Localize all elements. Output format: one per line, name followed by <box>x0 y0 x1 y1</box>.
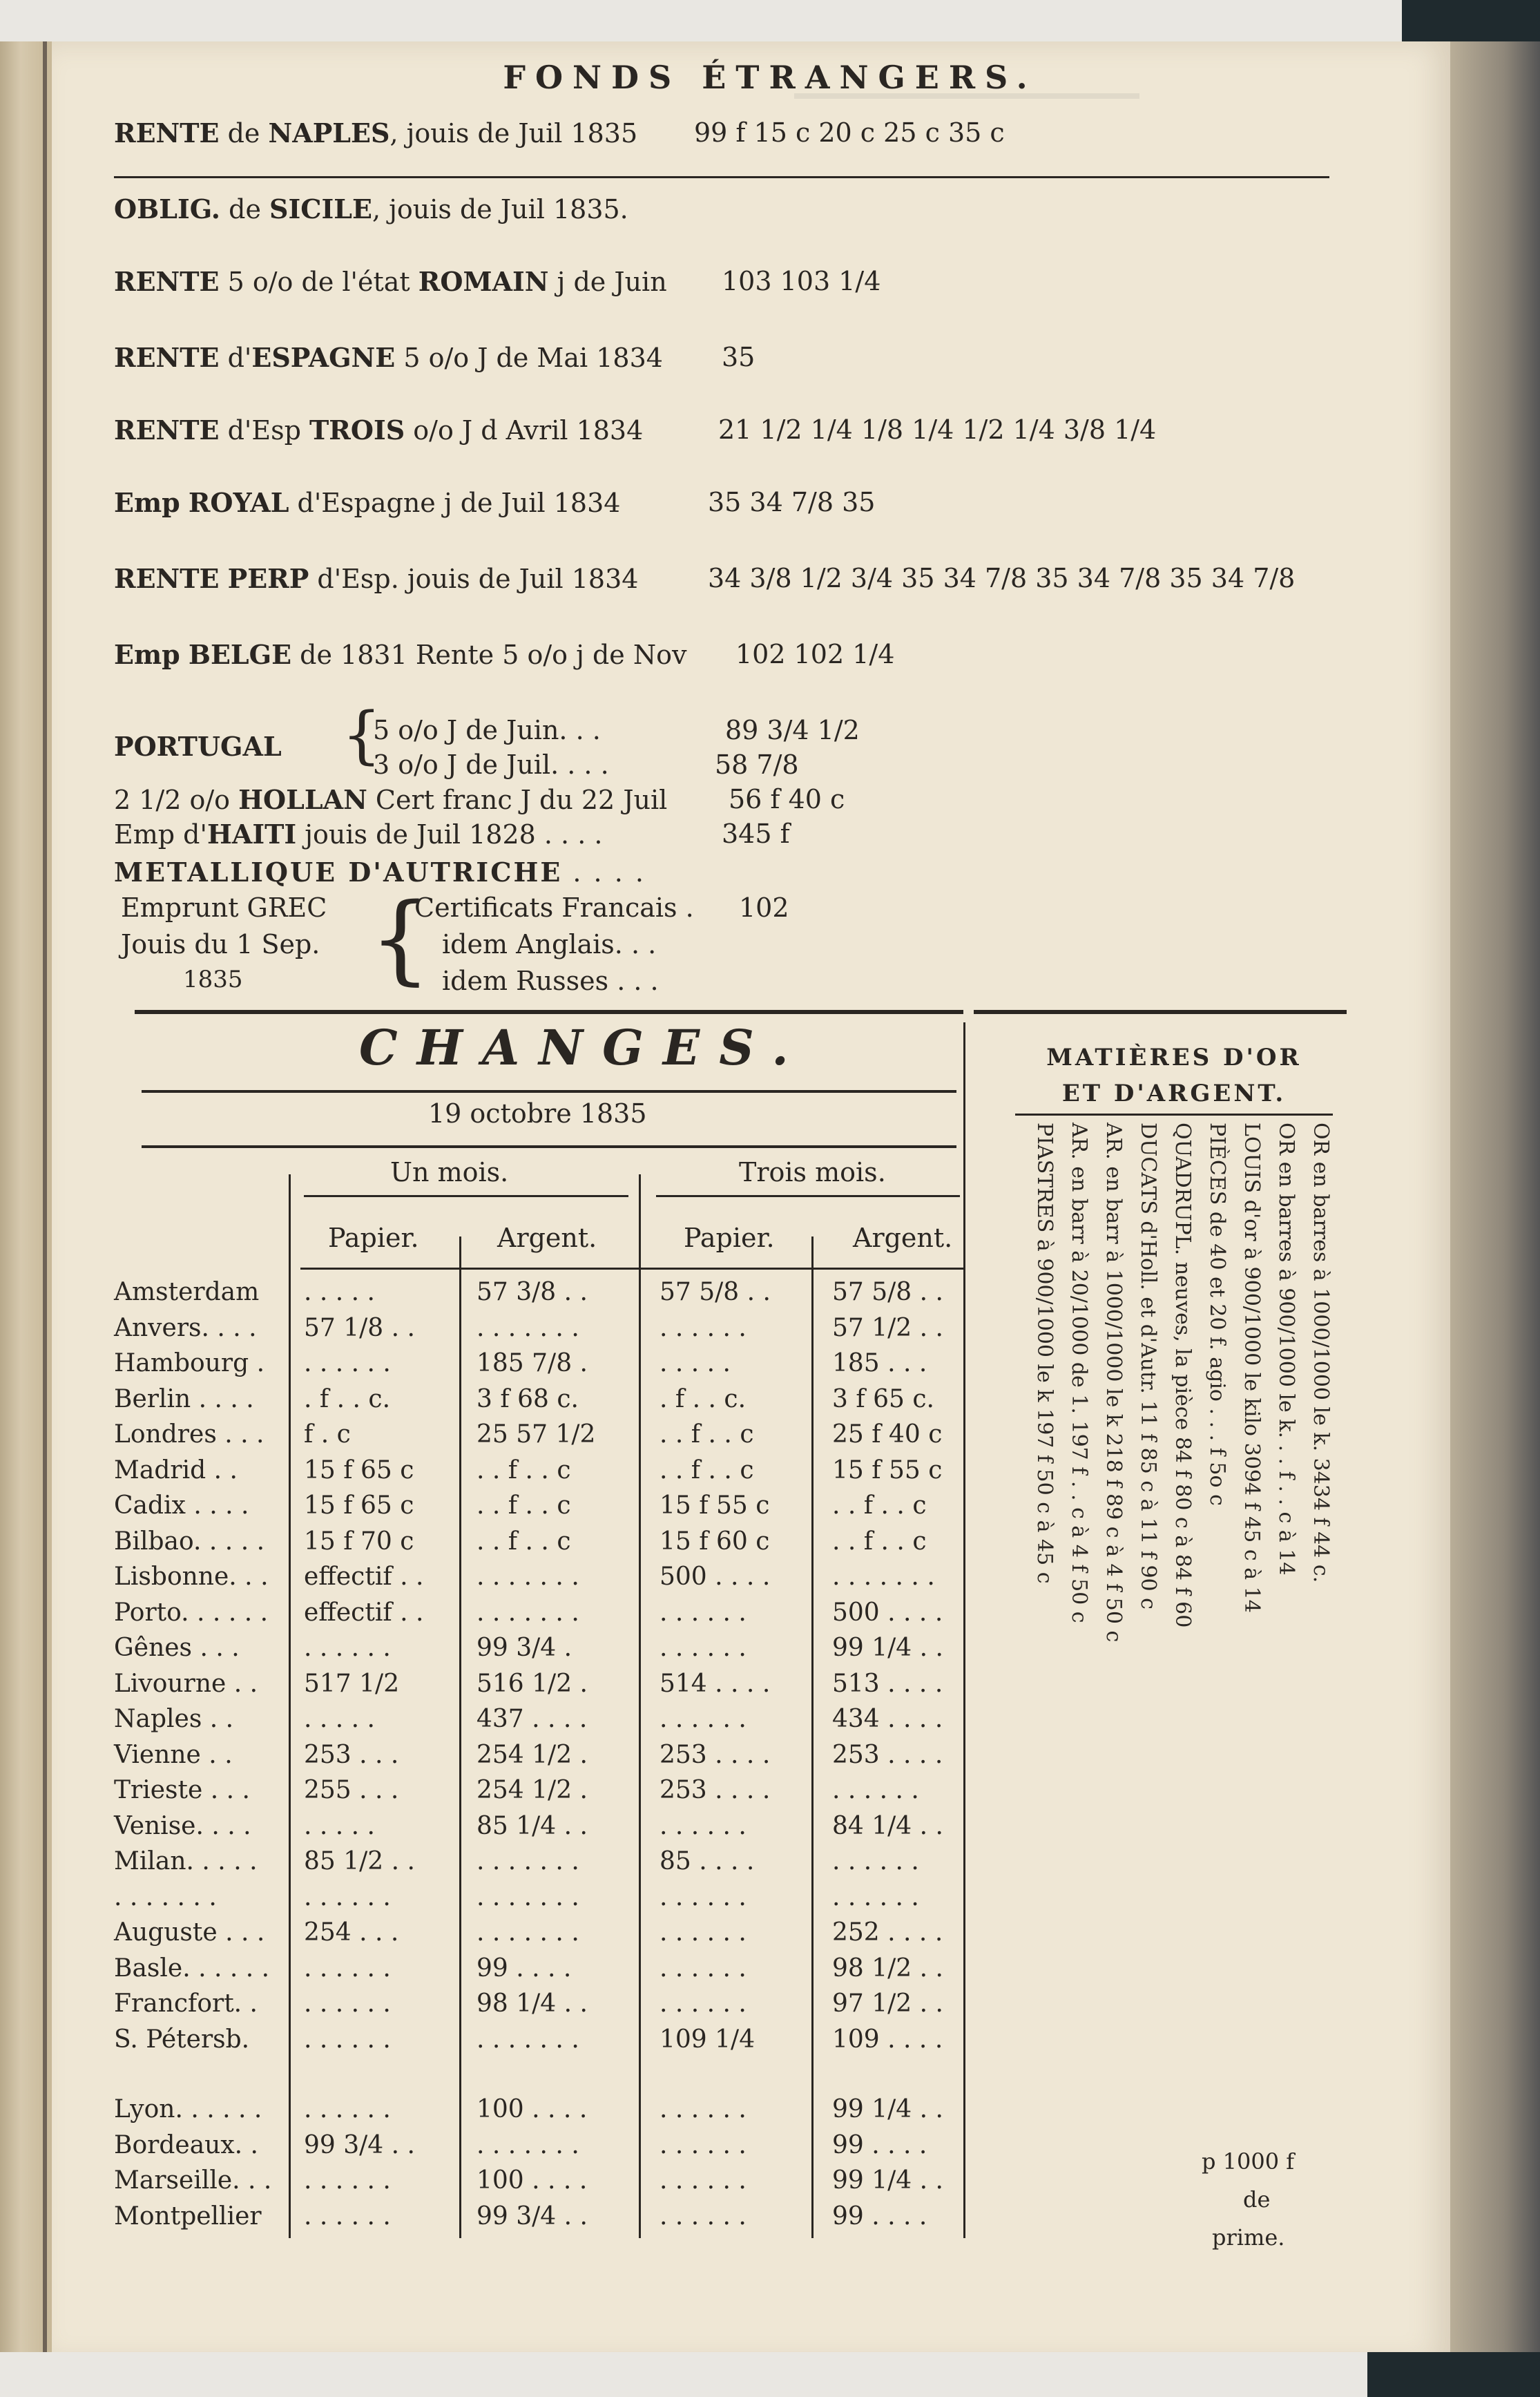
fund-label2: . . . . <box>562 857 646 888</box>
fund-row <box>114 117 1005 149</box>
fund-values: 21 1/2 1/4 1/8 1/4 1/2 1/4 3/8 1/4 <box>718 414 1157 445</box>
fund-values: 345 f <box>722 819 790 849</box>
exchange-rate-a3: 109 . . . . <box>832 2025 943 2054</box>
fund-values: 35 34 7/8 35 <box>708 487 876 517</box>
exchange-rate-p1: 517 1/2 <box>304 1669 400 1698</box>
exchange-city: Francfort. . <box>114 1989 258 2018</box>
exchange-rate-p1: 99 3/4 . . <box>304 2130 415 2159</box>
exchange-rate-p3: . . . . . . <box>660 2202 747 2231</box>
fund-row <box>114 342 755 373</box>
exchange-rate-a3: . . . . . . <box>832 1847 919 1875</box>
grec-line <box>442 929 656 959</box>
matieres-line: AR. en barr à 1000/1000 le k 218 f 89 c à 4 f 50 c <box>1101 1123 1126 1643</box>
fund-label: 2 1/2 o/o <box>114 785 239 815</box>
fund-label-bold2: ROMAIN <box>418 266 549 297</box>
exchange-rate-a1: . . f . . c <box>477 1527 571 1556</box>
col-argent-1: Argent. <box>497 1223 597 1253</box>
exchange-city: Vienne . . <box>114 1740 233 1769</box>
matieres-line: DUCATS d'Holl. et d'Autr. 11 f 85 c à 11 f 90 c <box>1136 1123 1160 1610</box>
exchange-city: Bilbao. . . . . <box>114 1527 265 1556</box>
grec-line <box>442 966 659 996</box>
exchange-rate-a3: 500 . . . . <box>832 1598 943 1627</box>
matieres-line: QUADRUPL. neuves, la pièce 84 f 80 c à 84 f 60 <box>1171 1123 1195 1628</box>
fund-label-bold: RENTE <box>114 563 220 594</box>
exchange-rate-a1: 185 7/8 . <box>477 1349 588 1377</box>
fund-label-bold: Emp <box>114 487 180 518</box>
exchange-rate-a3: 434 . . . . <box>832 1705 943 1733</box>
portugal-label <box>114 731 282 762</box>
fund-values: 99 f 15 c 20 c 25 c 35 c <box>694 117 1005 148</box>
fund-label-bold2: ESPAGNE <box>251 342 396 373</box>
fund-label-bold2: TROIS <box>309 414 405 446</box>
exchange-rate-a3: . . f . . c <box>832 1491 927 1520</box>
exchange-rate-a1: 437 . . . . <box>477 1705 588 1733</box>
exchange-rate-p1: . . . . . . <box>304 1954 391 1983</box>
exchange-rate-p3: 15 f 55 c <box>660 1491 770 1520</box>
matieres-side-note: prime. <box>1212 2224 1285 2251</box>
fund-label-bold: OBLIG. <box>114 193 221 225</box>
exchange-rate-p3: 514 . . . . <box>660 1669 771 1698</box>
exchange-rate-a3: 252 . . . . <box>832 1918 943 1947</box>
exchange-city: Lisbonne. . . <box>114 1563 269 1591</box>
grec-line-values: 102 <box>739 892 789 923</box>
matieres-line: OR en barres à 1000/1000 le k. 3434 f 44 c. <box>1309 1123 1333 1583</box>
exchange-rate-p1: effectif . . <box>304 1598 424 1627</box>
fund-label2: de 1831 Rente 5 o/o j de Nov <box>291 640 687 670</box>
fund-label: d' <box>219 343 252 373</box>
exchange-rate-p3: . . . . . . <box>660 1811 747 1840</box>
exchange-rate-p3: . . . . . . <box>660 2095 747 2123</box>
exchange-city: . . . . . . . <box>114 1882 217 1911</box>
grec-line-text: idem Anglais. . . <box>442 929 657 959</box>
exchange-rate-a3: 99 1/4 . . <box>832 2095 943 2123</box>
fund-label2: Cert franc J du 22 Juil <box>367 785 668 815</box>
exchange-rate-p3: . . . . . . <box>660 2130 747 2159</box>
exchange-rate-p1: . . . . . . <box>304 1634 391 1662</box>
exchange-rate-a3: 15 f 55 c <box>832 1455 943 1484</box>
exchange-rate-p3: 253 . . . . <box>660 1740 771 1769</box>
portugal-line <box>373 715 860 745</box>
col-papier-3: Papier. <box>684 1223 775 1253</box>
exchange-city: Livourne . . <box>114 1669 258 1698</box>
exchange-rate-p3: . . . . . . <box>660 2166 747 2195</box>
fund-row <box>114 266 881 297</box>
exchange-rate-a1: . . . . . . . <box>477 1563 579 1591</box>
exchange-rate-p1: . . . . . <box>304 1278 375 1306</box>
fund-values: 56 f 40 c <box>729 784 845 814</box>
exchange-rate-p1: effectif . . <box>304 1563 424 1591</box>
exchange-rate-a1: 100 . . . . <box>477 2166 588 2195</box>
exchange-rate-a1: . . f . . c <box>477 1455 571 1484</box>
spine-edge <box>43 41 47 2369</box>
exchange-rate-a3: 99 1/4 . . <box>832 1634 943 1662</box>
exchange-rate-p1: 85 1/2 . . <box>304 1847 415 1875</box>
exchange-city: Amsterdam <box>114 1278 260 1306</box>
column-rule <box>289 1174 291 2238</box>
exchange-rate-a1: 99 . . . . <box>477 1954 572 1983</box>
background-corner-bottom <box>1367 2352 1540 2397</box>
grec-line-text: Certificats Francais . <box>414 892 694 923</box>
brace-icon: { <box>369 883 432 995</box>
portugal-line-text: 5 o/o J de Juin. . . <box>373 715 601 745</box>
portugal-line-values: 89 3/4 1/2 <box>725 715 860 745</box>
fund-values: 35 <box>722 342 755 372</box>
exchange-rate-p1: . . . . . . <box>304 2025 391 2054</box>
exchange-city: Lyon. . . . . . <box>114 2095 262 2123</box>
exchange-rate-a1: . . . . . . . <box>477 1847 579 1875</box>
matieres-line: OR en barres à 900/1000 le k. . . f . . c à 14 <box>1274 1123 1298 1576</box>
fund-label-bold: RENTE <box>114 414 220 446</box>
fund-label: d'Esp <box>219 415 310 446</box>
exchange-city: Porto. . . . . . <box>114 1598 269 1627</box>
exchange-rate-a1: 99 3/4 . <box>477 1634 572 1662</box>
exchange-rate-p1: . . . . . <box>304 1811 375 1840</box>
exchange-rate-p3: . . . . . . <box>660 1598 747 1627</box>
matieres-line: LOUIS d'or à 900/1000 le kilo 3094 f 45 c à 14 <box>1240 1123 1264 1613</box>
fund-label2: jouis de Juil 1828 . . . . <box>296 819 603 850</box>
portugal-line <box>373 749 799 780</box>
exchange-rate-a1: . . . . . . . <box>477 1882 579 1911</box>
exchange-rate-p3: . . . . . . <box>660 1882 747 1911</box>
exchange-rate-a3: . . . . . . . <box>832 1563 935 1591</box>
fund-row <box>114 639 895 670</box>
fund-label: 5 o/o de l'état <box>219 267 418 297</box>
fund-label: Emp d' <box>114 819 207 850</box>
exchange-rate-a3: . . . . . . <box>832 1882 919 1911</box>
exchange-city: Basle. . . . . . <box>114 1954 270 1983</box>
exchange-rate-a1: 3 f 68 c. <box>477 1384 579 1413</box>
fund-row <box>114 563 1296 594</box>
exchange-rate-a1: 516 1/2 . <box>477 1669 588 1698</box>
exchange-rate-p1: 15 f 65 c <box>304 1455 414 1484</box>
exchange-rate-p1: . . . . . . <box>304 1349 391 1377</box>
exchange-rate-p3: . . . . . . <box>660 1634 747 1662</box>
exchange-rate-a3: 97 1/2 . . <box>832 1989 943 2018</box>
fund-label-bold: HOLLAN <box>238 784 367 815</box>
exchange-rate-p1: 255 . . . <box>304 1776 399 1804</box>
exchange-city: Anvers. . . . <box>114 1313 257 1342</box>
exchange-city: Trieste . . . <box>114 1776 250 1804</box>
fund-label-bold: RENTE <box>114 266 220 297</box>
grec-label: Jouis du 1 Sep. <box>121 929 320 959</box>
divider <box>142 1090 956 1093</box>
portugal-line-text: 3 o/o J de Juil. . . . <box>373 749 609 780</box>
exchange-rate-p3: . f . . c. <box>660 1384 747 1413</box>
changes-date: 19 octobre 1835 <box>428 1098 647 1129</box>
exchange-rate-p1: 254 . . . <box>304 1918 399 1947</box>
exchange-rate-p3: . . . . . <box>660 1349 731 1377</box>
exchange-rate-p1: . . . . . . <box>304 1882 391 1911</box>
col-papier-1: Papier. <box>328 1223 419 1253</box>
matieres-line: PIÈCES de 40 et 20 f. agio . . . f 5o c <box>1205 1123 1229 1506</box>
exchange-rate-a1: . . f . . c <box>477 1491 571 1520</box>
exchange-rate-a1: . . . . . . . <box>477 2130 579 2159</box>
group-header-trois-mois: Trois mois. <box>739 1157 886 1187</box>
exchange-rate-p3: . . . . . . <box>660 1954 747 1983</box>
exchange-rate-a1: . . . . . . . <box>477 1598 579 1627</box>
fund-label-bold: HAITI <box>206 819 297 850</box>
exchange-city: Hambourg . <box>114 1349 265 1377</box>
portugal-line-values: 58 7/8 <box>715 749 799 780</box>
exchange-rate-a1: 25 57 1/2 <box>477 1420 596 1449</box>
exchange-rate-a3: 99 1/4 . . <box>832 2166 943 2195</box>
fund-label2: d'Espagne j de Juil 1834 <box>289 488 621 518</box>
exchange-rate-a1: . . . . . . . <box>477 1918 579 1947</box>
fund-label-bold2: ROYAL <box>188 487 289 518</box>
exchange-rate-a3: 57 5/8 . . <box>832 1278 943 1306</box>
exchange-rate-p3: 253 . . . . <box>660 1776 771 1804</box>
fund-label-bold2: SICILE <box>269 193 372 225</box>
exchange-rate-a3: 25 f 40 c <box>832 1420 943 1449</box>
fund-label-bold: RENTE <box>114 117 220 149</box>
matieres-side-note: de <box>1243 2186 1271 2213</box>
grec-line <box>414 892 789 923</box>
exchange-rate-p3: 57 5/8 . . <box>660 1278 771 1306</box>
column-rule <box>459 1236 461 2238</box>
section-title: FONDS ÉTRANGERS. <box>503 59 1037 96</box>
fund-values: 102 102 1/4 <box>735 639 895 669</box>
exchange-rate-a1: 98 1/4 . . <box>477 1989 588 2018</box>
divider <box>114 176 1329 178</box>
fund-label-bold: METALLIQUE D'AUTRICHE <box>114 857 563 888</box>
exchange-rate-a1: 254 1/2 . <box>477 1776 588 1804</box>
fund-label2: 5 o/o J de Mai 1834 <box>395 343 663 373</box>
exchange-city: Milan. . . . . <box>114 1847 258 1875</box>
exchange-city: Londres . . . <box>114 1420 264 1449</box>
section-divider <box>135 1010 963 1014</box>
exchange-rate-a3: 98 1/2 . . <box>832 1954 943 1983</box>
fund-label <box>180 640 189 670</box>
matieres-side-note: p 1000 f <box>1202 2148 1295 2175</box>
divider <box>142 1145 956 1148</box>
fund-label <box>180 488 189 518</box>
matieres-title <box>1015 1040 1333 1111</box>
fund-values: 34 3/8 1/2 3/4 35 34 7/8 35 34 7/8 35 34 7/8 <box>708 563 1296 593</box>
fund-label <box>220 564 228 594</box>
exchange-rate-p3: . . . . . . <box>660 1705 747 1733</box>
exchange-city: Berlin . . . . <box>114 1384 254 1413</box>
exchange-rate-p1: 57 1/8 . . <box>304 1313 415 1342</box>
exchange-rate-a3: 253 . . . . <box>832 1740 943 1769</box>
exchange-rate-p3: . . . . . . <box>660 1989 747 2018</box>
exchange-rate-p1: . . . . . <box>304 1705 375 1733</box>
column-rule <box>963 1022 965 2238</box>
fund-label2: d'Esp. jouis de Juil 1834 <box>309 564 639 594</box>
fund-label-bold: RENTE <box>114 342 220 373</box>
exchange-rate-a1: . . . . . . . <box>477 2025 579 2054</box>
exchange-city: Bordeaux. . <box>114 2130 258 2159</box>
exchange-rate-p3: . . . . . . <box>660 1313 747 1342</box>
fund-row <box>114 487 876 518</box>
column-rule <box>811 1236 814 2238</box>
exchange-city: Venise. . . . <box>114 1811 251 1840</box>
col-argent-3: Argent. <box>853 1223 953 1253</box>
fund-label2: o/o J d Avril 1834 <box>405 415 644 446</box>
changes-title: CHANGES. <box>359 1019 808 1076</box>
fund-row <box>114 414 1157 446</box>
exchange-rate-a1: 99 3/4 . . <box>477 2202 588 2231</box>
page-edge <box>1450 41 1540 2397</box>
bottom-margin <box>0 2352 1540 2397</box>
exchange-rate-p1: . . . . . . <box>304 2095 391 2123</box>
exchange-rate-a1: 57 3/8 . . <box>477 1278 588 1306</box>
exchange-rate-a3: 99 . . . . <box>832 2130 927 2159</box>
matieres-line: AR. en barr à 20/1000 de 1. 197 f . . c à 4 f 50 c <box>1067 1123 1091 1623</box>
exchange-rate-p1: . . . . . . <box>304 2166 391 2195</box>
exchange-rate-p3: 15 f 60 c <box>660 1527 770 1556</box>
exchange-rate-a3: 185 . . . <box>832 1349 927 1377</box>
fund-label-bold2: BELGE <box>188 639 292 670</box>
grec-label: Emprunt GREC <box>121 892 327 923</box>
fund-values: 103 103 1/4 <box>722 266 881 296</box>
fund-label: de <box>219 118 269 149</box>
fund-row <box>114 819 790 850</box>
divider <box>304 1195 628 1197</box>
exchange-rate-a3: 99 . . . . <box>832 2202 927 2231</box>
exchange-rate-p3: . . f . . c <box>660 1455 754 1484</box>
exchange-rate-a3: 3 f 65 c. <box>832 1384 934 1413</box>
fund-label2: , jouis de Juil 1835 <box>389 118 638 149</box>
exchange-rate-a1: . . . . . . . <box>477 1313 579 1342</box>
divider <box>656 1195 960 1197</box>
exchange-city: Montpellier <box>114 2202 262 2231</box>
exchange-city: Marseille. . . <box>114 2166 272 2195</box>
exchange-city: Auguste . . . <box>114 1918 265 1947</box>
fund-row <box>114 193 628 225</box>
section-divider <box>974 1010 1347 1014</box>
brace-icon: { <box>342 699 382 772</box>
exchange-rate-p3: 85 . . . . <box>660 1847 755 1875</box>
divider <box>300 1268 963 1270</box>
exchange-rate-p3: . . . . . . <box>660 1918 747 1947</box>
exchange-city: S. Pétersb. <box>114 2025 250 2054</box>
exchange-rate-a3: . . . . . . <box>832 1776 919 1804</box>
exchange-rate-p1: 253 . . . <box>304 1740 399 1769</box>
exchange-rate-p1: . . . . . . <box>304 2202 391 2231</box>
exchange-rate-p1: 15 f 70 c <box>304 1527 414 1556</box>
exchange-rate-p1: . . . . . . <box>304 1989 391 2018</box>
fund-label-bold2: PERP <box>227 563 309 594</box>
fund-label-bold: Emp <box>114 639 180 670</box>
fund-row <box>114 784 845 815</box>
exchange-city: Cadix . . . . <box>114 1491 249 1520</box>
exchange-rate-p1: f . c <box>304 1420 351 1449</box>
matieres-line: PIASTRES à 900/1000 le k 197 f 50 c à 45 c <box>1032 1123 1057 1584</box>
exchange-rate-a1: 100 . . . . <box>477 2095 588 2123</box>
grec-label: 1835 <box>183 966 243 993</box>
exchange-rate-p3: . . f . . c <box>660 1420 754 1449</box>
fund-label: de <box>220 194 270 225</box>
exchange-city: Gênes . . . <box>114 1634 240 1662</box>
divider <box>1015 1114 1333 1116</box>
exchange-rate-a3: 84 1/4 . . <box>832 1811 943 1840</box>
exchange-city: Naples . . <box>114 1705 234 1733</box>
exchange-rate-a3: 513 . . . . <box>832 1669 943 1698</box>
group-header-un-mois: Un mois. <box>390 1157 509 1187</box>
exchange-rate-a1: 254 1/2 . <box>477 1740 588 1769</box>
exchange-rate-p1: 15 f 65 c <box>304 1491 414 1520</box>
fund-label2: j de Juin <box>548 267 667 297</box>
exchange-rate-a3: . . f . . c <box>832 1527 927 1556</box>
portugal-title: PORTUGAL <box>114 731 282 762</box>
column-rule <box>639 1174 641 2238</box>
fund-label2: , jouis de Juil 1835. <box>372 194 628 225</box>
fund-label-bold2: NAPLES <box>268 117 390 149</box>
exchange-rate-p3: 109 1/4 <box>660 2025 755 2054</box>
exchange-city: Madrid . . <box>114 1455 238 1484</box>
exchange-rate-a3: 57 1/2 . . <box>832 1313 943 1342</box>
exchange-rate-a1: 85 1/4 . . <box>477 1811 588 1840</box>
grec-line-text: idem Russes . . . <box>442 966 659 996</box>
matieres-title-line1: MATIÈRES D'OR <box>1046 1044 1302 1071</box>
matieres-title-line2: ET D'ARGENT. <box>1061 1080 1287 1107</box>
exchange-rate-p1: . f . . c. <box>304 1384 391 1413</box>
exchange-rate-p3: 500 . . . . <box>660 1563 771 1591</box>
